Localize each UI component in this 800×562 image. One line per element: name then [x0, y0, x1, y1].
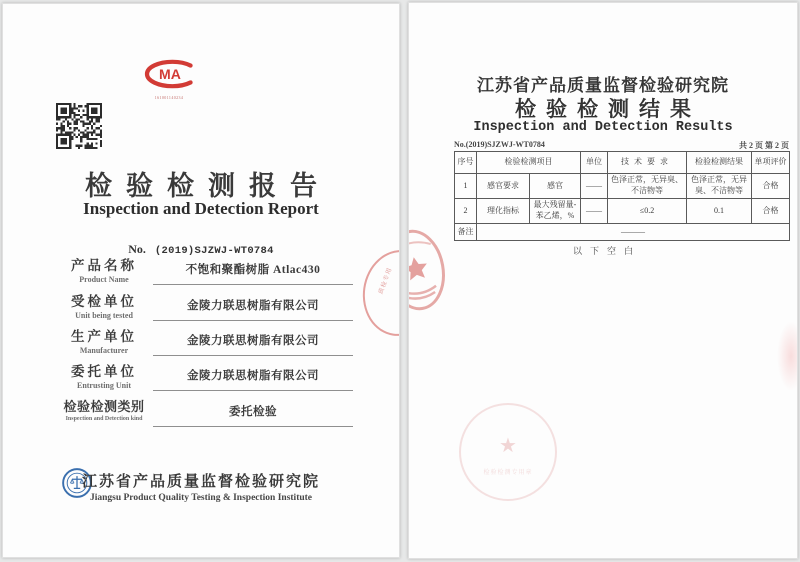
report-fields	[58, 254, 353, 444]
report-number-label: No.	[128, 242, 146, 256]
col-header-unit: 单位	[581, 152, 608, 174]
cma-code: 161001140234	[154, 95, 184, 100]
remark-value: ———	[477, 224, 790, 241]
cell-category: 理化指标	[477, 199, 530, 224]
results-page-info: 共 2 页 第 2 页	[739, 141, 789, 150]
field-unit-tested	[58, 290, 353, 322]
cell-no: 1	[455, 174, 477, 199]
field-value: 金陵力联思树脂有限公司	[153, 360, 353, 391]
table-row	[455, 174, 790, 199]
col-header-result: 检验检测结果	[687, 152, 752, 174]
field-label-en: Entrusting Unit	[76, 381, 131, 390]
cell-unit: ——	[581, 174, 608, 199]
col-header-no: 序号	[455, 152, 477, 174]
field-value: 不饱和聚酯树脂 Atlac430	[153, 254, 353, 285]
results-table-header-row	[455, 152, 790, 174]
col-header-item: 检验检测项目	[477, 152, 581, 174]
ink-smudge	[777, 321, 798, 391]
cell-item: 感官	[530, 174, 581, 199]
blank-below-note: 以下空白	[572, 246, 641, 256]
institute-name-zh: 江苏省产品质量监督检验研究院	[81, 474, 320, 490]
field-value: 金陵力联思树脂有限公司	[153, 325, 353, 356]
field-label-zh: 委托单位	[71, 364, 137, 379]
field-label-en: Unit being tested	[75, 311, 133, 320]
field-label-zh: 生产单位	[71, 329, 137, 344]
cross-page-seal-right-half	[408, 222, 454, 317]
field-product-name	[58, 254, 353, 286]
col-header-evaluation: 单项评价	[752, 152, 790, 174]
seal-star-icon: ★	[499, 433, 517, 457]
results-table	[454, 151, 790, 241]
cell-result: 0.1	[687, 199, 752, 224]
field-entrusting-unit	[58, 360, 353, 392]
cell-category: 感官要求	[477, 174, 530, 199]
report-cover-page	[2, 3, 400, 558]
field-manufacturer	[58, 325, 353, 357]
results-title-en: Inspection and Detection Results	[473, 120, 733, 135]
field-label-en: Manufacturer	[79, 346, 129, 355]
field-value: 委托检验	[153, 396, 353, 427]
qr-code-icon	[56, 103, 102, 149]
report-title-zh: 检验检测报告	[85, 171, 331, 201]
cell-evaluation: 合格	[752, 199, 790, 224]
cma-mark	[136, 59, 202, 100]
institute-name-en: Jiangsu Product Quality Testing & Inspection Institute	[89, 493, 313, 503]
cma-logo-icon	[140, 66, 198, 93]
field-label-en: Product Name	[79, 275, 129, 284]
report-number-value: (2019)SJZWJ-WT0784	[154, 245, 274, 257]
results-title-zh: 检验检测结果	[515, 97, 701, 121]
cross-page-seal-left-half: 质检专用	[357, 245, 400, 340]
cell-no: 2	[455, 199, 477, 224]
cell-requirement: ≤0.2	[608, 199, 687, 224]
col-header-requirement: 技术要求	[608, 152, 687, 174]
results-page	[408, 2, 798, 559]
field-label-zh: 受检单位	[71, 294, 137, 309]
field-label-zh: 检验检测类别	[63, 399, 145, 414]
table-row	[455, 199, 790, 224]
official-seal-faint: ★ 检验检测专用章	[459, 403, 557, 501]
report-title-en: Inspection and Detection Report	[83, 199, 319, 218]
cell-result: 色泽正常，无异臭、不洁物等	[687, 174, 752, 199]
results-meta-row	[454, 140, 789, 151]
remark-label: 备注	[455, 224, 477, 241]
results-report-no: No.(2019)SJZWJ-WT0784	[454, 140, 545, 149]
results-institute-zh: 江苏省产品质量监督检验研究院	[477, 76, 729, 95]
cell-evaluation: 合格	[752, 174, 790, 199]
cell-item: 最大残留量-苯乙烯，%	[530, 199, 581, 224]
field-inspection-kind	[58, 396, 353, 428]
cell-unit: ——	[581, 199, 608, 224]
cell-requirement: 色泽正常，无异臭、不洁物等	[608, 174, 687, 199]
table-remark-row	[455, 224, 790, 241]
field-label-en: Inspection and Detection kind	[65, 416, 143, 422]
field-label-zh: 产品名称	[71, 258, 137, 273]
svg-text:MA: MA	[159, 66, 181, 83]
field-value: 金陵力联思树脂有限公司	[153, 290, 353, 321]
